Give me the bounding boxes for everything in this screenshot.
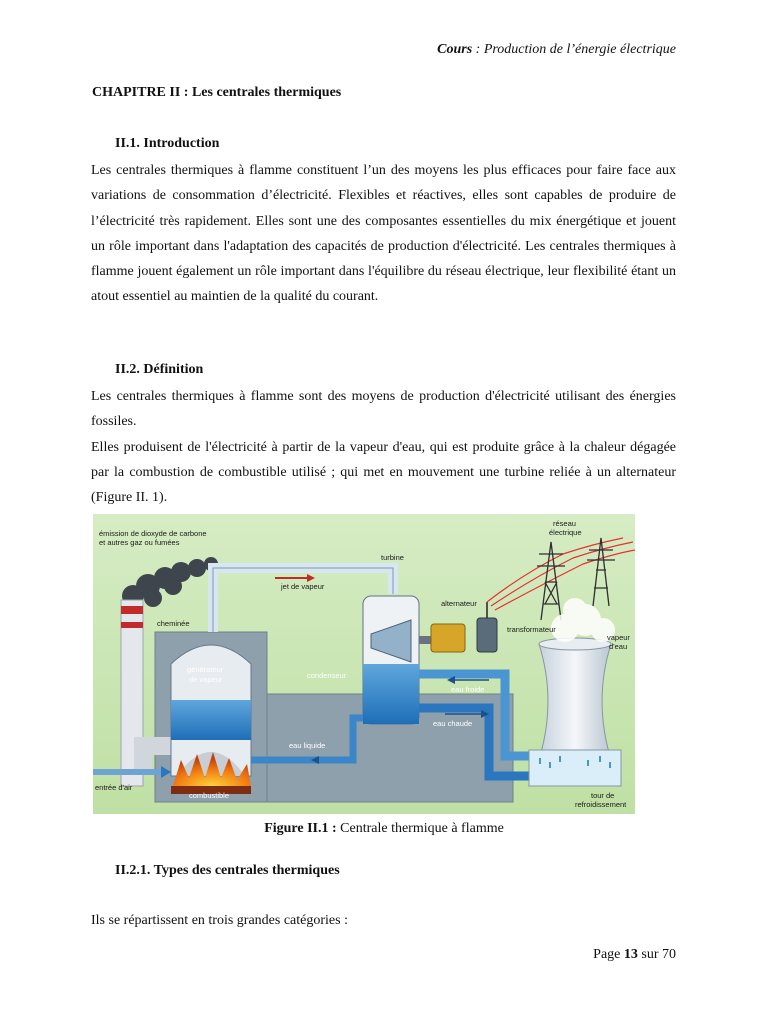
paragraph-types: [91, 908, 676, 933]
label-tour-2: refroidissement: [575, 800, 627, 809]
section-heading-types: II.2.1. Types des centrales thermiques: [115, 863, 340, 878]
section-heading-introduction: II.1. Introduction: [115, 136, 220, 151]
section-heading-definition: II.2. Définition: [115, 362, 204, 377]
figure-caption-text: Centrale thermique à flamme: [336, 821, 504, 836]
label-reseau-2: électrique: [549, 528, 582, 537]
label-alternateur: alternateur: [441, 599, 477, 608]
definition-text-2: Elles produisent de l'électricité à partir de la vapeur d'eau, qui est produite grâce à la chaleur dégagée par la combustion de combustible utilisé ; qui met en mouvement une turbine reliée à un alternateur (Figure II. 1).: [91, 439, 676, 506]
label-tour-1: tour de: [591, 791, 615, 800]
condenser: [363, 664, 419, 724]
label-emission-2: et autres gaz ou fumées: [99, 538, 180, 547]
transformer: [477, 618, 497, 652]
header-course: Cours: [437, 42, 473, 57]
label-eau-froide: eau froide: [451, 685, 485, 694]
page-number: 13: [623, 947, 638, 962]
figure-caption-label: Figure II.1 :: [264, 821, 337, 836]
figure-caption: [0, 821, 768, 837]
label-reseau-1: réseau: [553, 519, 576, 528]
label-generateur-1: générateur: [187, 665, 224, 674]
power-plant-diagram: [93, 514, 635, 814]
introduction-text: Les centrales thermiques à flamme constituent l’un des moyens les plus efficaces pour faire face aux variations de consommation d’électricité. Flexibles et réactives, elles sont capables de produire de l’électricité très rapidement. Elles sont une des composantes essentielles du mix énergétique et jouent un rôle important dans l'adaptation des capacités de production d'électricité. Les centrales thermiques à flamme jouent également un rôle important dans l'équilibre du réseau électrique, leur flexibilité étant un atout essentiel au maintien de la qualité du courant.: [91, 163, 676, 305]
footer-suffix: sur 70: [637, 947, 676, 962]
shaft: [419, 636, 431, 644]
label-entree-air: entrée d'air: [95, 783, 133, 792]
label-cheminee: cheminée: [157, 619, 190, 628]
paragraph-introduction: [91, 158, 676, 310]
footer-prefix: Page: [593, 947, 624, 962]
label-turbine: turbine: [381, 553, 404, 562]
chapter-title: CHAPITRE II : Les centrales thermiques: [92, 85, 342, 100]
types-text: Ils se répartissent en trois grandes catégories :: [91, 913, 348, 928]
alternator: [431, 624, 465, 652]
label-emission-1: émission de dioxyde de carbone: [99, 529, 207, 538]
label-transformateur: transformateur: [507, 625, 556, 634]
running-header: [437, 42, 676, 58]
label-eau-liquide: eau liquide: [289, 741, 326, 750]
label-vapeur-2: d'eau: [609, 642, 628, 651]
label-eau-chaude: eau chaude: [433, 719, 473, 728]
page-footer: [593, 947, 676, 963]
label-condenseur: condenseur: [307, 671, 347, 680]
label-combustible: combustible: [189, 791, 230, 800]
paragraph-definition: [91, 384, 676, 510]
header-subject: : Production de l’énergie électrique: [472, 42, 676, 57]
label-jet: jet de vapeur: [281, 582, 325, 591]
definition-text-1: Les centrales thermiques à flamme sont des moyens de production d'électricité utilisant des énergies fossiles.: [91, 389, 676, 430]
label-generateur-2: de vapeur: [189, 675, 223, 684]
label-vapeur-1: vapeur: [607, 633, 630, 642]
